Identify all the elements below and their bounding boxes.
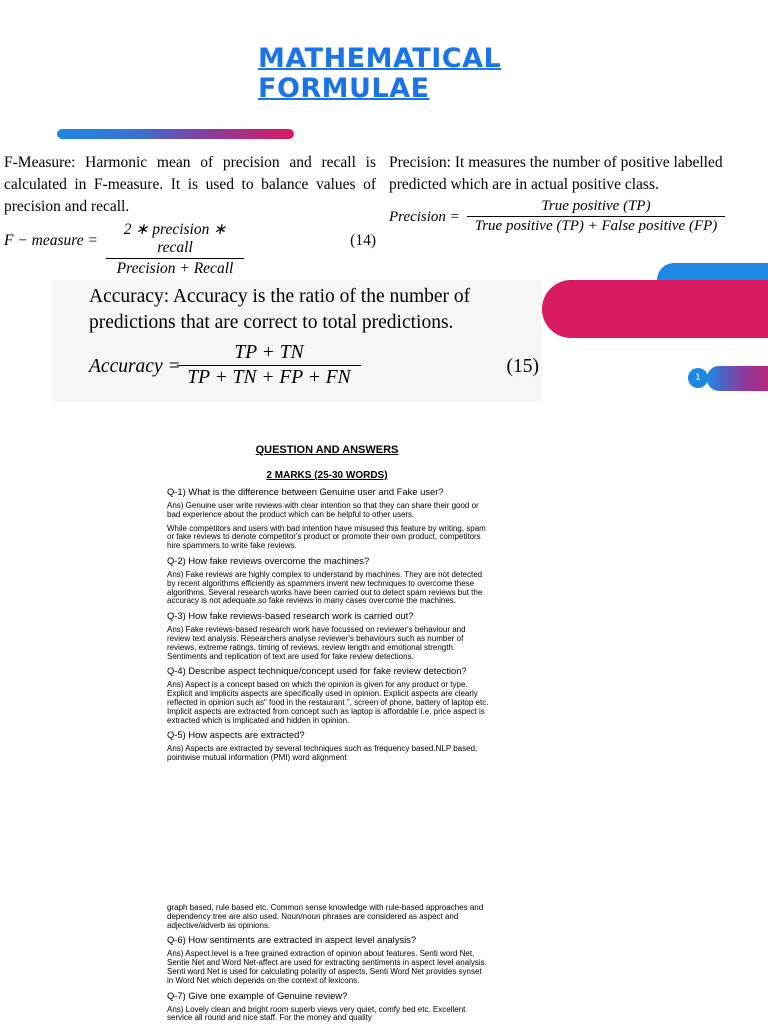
precision-equation bbox=[389, 198, 763, 242]
accuracy-equation-number: (15) bbox=[506, 356, 539, 377]
decorative-pink-bar bbox=[542, 280, 768, 338]
qa-subtitle: 2 MARKS (25-30 WORDS) bbox=[266, 470, 388, 481]
accuracy-description: Accuracy: Accuracy is the ratio of the number of predictions that are correct to total predictions. bbox=[89, 286, 471, 333]
qa-answer: While competitors and users with bad intention have misused this feature by writing, spam or fake reviews to denote competitor's product or promote their own product, competitors hire spammers to write fake reviews. bbox=[167, 523, 486, 551]
fmeasure-denominator: Precision + Recall bbox=[116, 260, 234, 277]
accuracy-image-block bbox=[52, 280, 542, 402]
page-title: MATHEMATICAL FORMULAE bbox=[258, 43, 502, 104]
qa-question: Q-1) What is the difference between Genuine user and Fake user? bbox=[167, 486, 444, 497]
fmeasure-lhs: F − measure = bbox=[4, 232, 98, 249]
qa-answer: Ans) Fake reviews are highly complex to understand by machines. They are not detected by recent algorithms efficiently as spammers invent new techniques to overcome these algorithms. Several research works have been carried out to detect spam reviews but the accuracy is not adequate.so fake reviews in many cases overcome the machines. bbox=[167, 569, 483, 606]
accuracy-equation bbox=[89, 342, 539, 398]
slide-number-bar bbox=[707, 366, 768, 391]
qa-question: Q-3) How fake reviews-based research work is carried out? bbox=[167, 610, 414, 622]
accuracy-lhs: Accuracy = bbox=[89, 356, 181, 377]
precision-denominator: True positive (TP) + False positive (FP) bbox=[474, 218, 718, 234]
qa-answer: Ans) Aspect level is a free grained extraction of opinion about features. Senti word Net, Sentie Net and Word Net-affect are used for extracting sentiments in aspect level analysis. Senti word Net is used for calculating polarity of aspects, Senti Word Net provides synset in Word Net which depends on the context of lexicons. bbox=[167, 949, 487, 985]
qa-answer: graph based, rule based etc. Common sense knowledge with rule-based approaches and dependency tree are also used. Noun/noun phrases are considered as aspect and adjective/adverb as opinions. bbox=[167, 903, 484, 930]
accuracy-numerator: TP + TN bbox=[177, 342, 361, 366]
qa-question: Q-4) Describe aspect technique/concept used for fake review detection? bbox=[167, 665, 467, 677]
qa-question: Q-6) How sentiments are extracted in aspect level analysis? bbox=[167, 934, 417, 946]
fmeasure-equation-number: (14) bbox=[350, 232, 376, 249]
title-underline-bar bbox=[57, 129, 294, 139]
qa-answer: Ans) Aspect is a concept based on which the opinion is given for any product or type. Explicit and implicits aspects are specifically used in opinion. Explicit aspects are clearly reflected in opinion such as" food in the restaurant ", screen of phone, battery of laptop etc. Implicit aspects are extracted from concept such as laptop is affordable i.e. price aspect is extracted which is implicated and hidden in opinion. bbox=[167, 680, 489, 725]
qa-question: Q-5) How aspects are extracted? bbox=[167, 729, 305, 741]
qa-title: QUESTION AND ANSWERS bbox=[255, 444, 399, 456]
qa-body bbox=[167, 487, 489, 768]
qa-body-continued bbox=[167, 904, 489, 1028]
fmeasure-fraction bbox=[106, 220, 244, 278]
qa-answer: Ans) Fake reviews-based research work have focussed on reviewer's behaviour and review text analysis. Researchers analyse reviewer's behaviours such as number of reviews, extreme ratings, timing of reviews, review length and emotional strength. Sentiments and replication of text are used for fake review detections. bbox=[167, 625, 466, 661]
qa-answer: Ans) Genuine user write reviews with clear intention so that they can share their good or bad experience about the product which can be helpful to other users. bbox=[167, 501, 479, 519]
qa-document-image bbox=[118, 434, 536, 1024]
qa-question: Q-7) Give one example of Genuine review? bbox=[167, 989, 348, 1001]
precision-numerator: True positive (TP) bbox=[467, 198, 725, 217]
fmeasure-description: F-Measure: Harmonic mean of precision and recall is calculated in F-measure. It is used to balance values of precision and recall. bbox=[4, 154, 376, 215]
precision-description: Precision: It measures the number of positive labelled predicted which are in actual positive class. bbox=[389, 154, 723, 193]
precision-lhs: Precision = bbox=[389, 209, 460, 225]
fmeasure-equation bbox=[4, 220, 376, 277]
qa-question: Q-2) How fake reviews overcome the machines? bbox=[167, 554, 370, 566]
qa-answer: Ans) Lovely clean and bright room superb views very quiet, comfy bed etc. Excellent service all round and nice staff. For the money and quality bbox=[167, 1004, 466, 1023]
page-number-badge: 1 bbox=[688, 368, 708, 388]
fmeasure-numerator: 2 ∗ precision ∗ recall bbox=[106, 220, 244, 259]
precision-fraction bbox=[467, 198, 725, 235]
accuracy-fraction bbox=[177, 342, 361, 389]
qa-answer: Ans) Aspects are extracted by several techniques such as frequency based.NLP based, pointwise mutual information (PMI) word alignment bbox=[167, 744, 478, 763]
accuracy-denominator: TP + TN + FP + FN bbox=[187, 367, 351, 388]
